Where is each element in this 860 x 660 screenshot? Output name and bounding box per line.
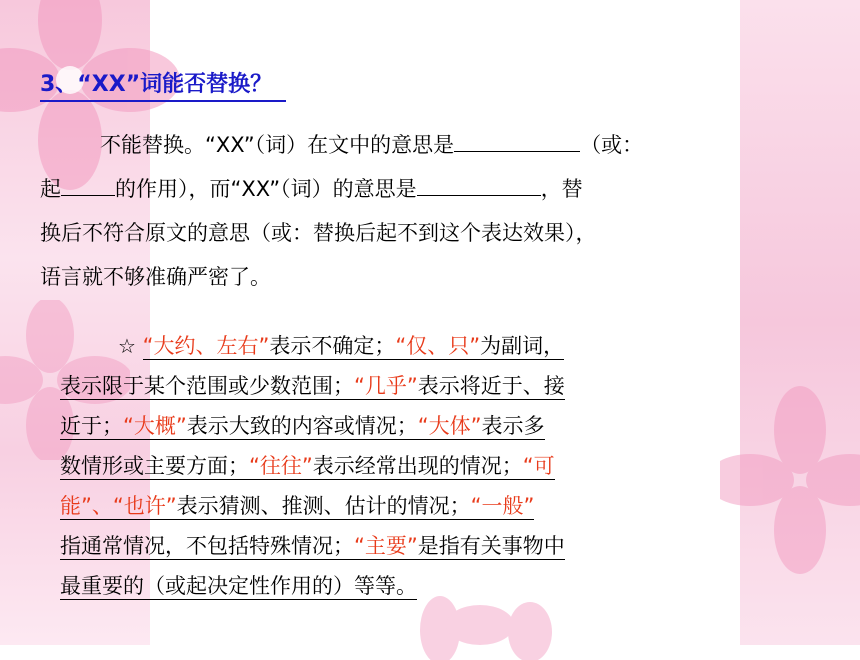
keyword: “大约、左右” [142,334,270,358]
answer-line-2 [40,167,830,211]
keyword: 能”、“也许” [60,494,177,518]
keyword: “主要” [354,534,418,558]
answer-text: 的作用），而“XX”（词）的意思是 [115,177,417,201]
keyword: “几乎” [354,374,418,398]
tip-text: 表示多 [481,414,545,438]
keyword: “可 [522,454,555,478]
section-heading: 3、“XX”词能否替换？ [40,70,286,102]
tip-text: 表示猜测、推测、估计的情况； [176,494,471,518]
fill-blank [417,173,541,196]
tip-text: 指通常情况，不包括特殊情况； [60,534,354,558]
tip-text: 表示将近于、接 [417,374,565,398]
answer-line-1 [100,123,860,167]
tip-line-1 [118,326,858,366]
tip-text: 表示不确定； [269,334,396,358]
answer-line-3: 换后不符合原文的意思（或：替换后起不到这个表达效果）， [40,221,597,245]
tip-text: 最重要的（或起决定性作用的）等等。 [60,574,417,598]
tip-text: 表示限于某个范围或少数范围； [60,374,354,398]
tip-text: 表示经常出现的情况； [312,454,523,478]
fill-blank [61,173,115,196]
tip-text: 为副词， [480,334,565,358]
tip-line-2 [60,366,800,406]
answer-text: ，替 [540,177,583,201]
tip-line-7 [60,566,800,606]
answer-text: 不能替换。“XX”（词）在文中的意思是 [100,133,455,157]
keyword: “大体” [417,414,482,438]
tip-text: 表示大致的内容或情况； [186,414,418,438]
tip-text: 是指有关事物中 [417,534,565,558]
tip-line-5 [60,486,800,526]
tip-line-3 [60,406,800,446]
star-icon: ☆ [118,334,136,358]
keyword: “仅、只” [395,334,481,358]
tip-text: 数情形或主要方面； [60,454,249,478]
tip-line-4 [60,446,800,486]
answer-text: 起 [40,177,61,201]
tip-text: 近于； [60,414,123,438]
fill-blank [454,129,580,152]
keyword: “大概” [123,414,187,438]
tip-line-6 [60,526,800,566]
answer-line-4: 语言就不够准确严密了。 [40,265,271,289]
keyword: “往往” [249,454,313,478]
answer-text: （或： [580,133,644,157]
keyword: “一般” [470,494,535,518]
